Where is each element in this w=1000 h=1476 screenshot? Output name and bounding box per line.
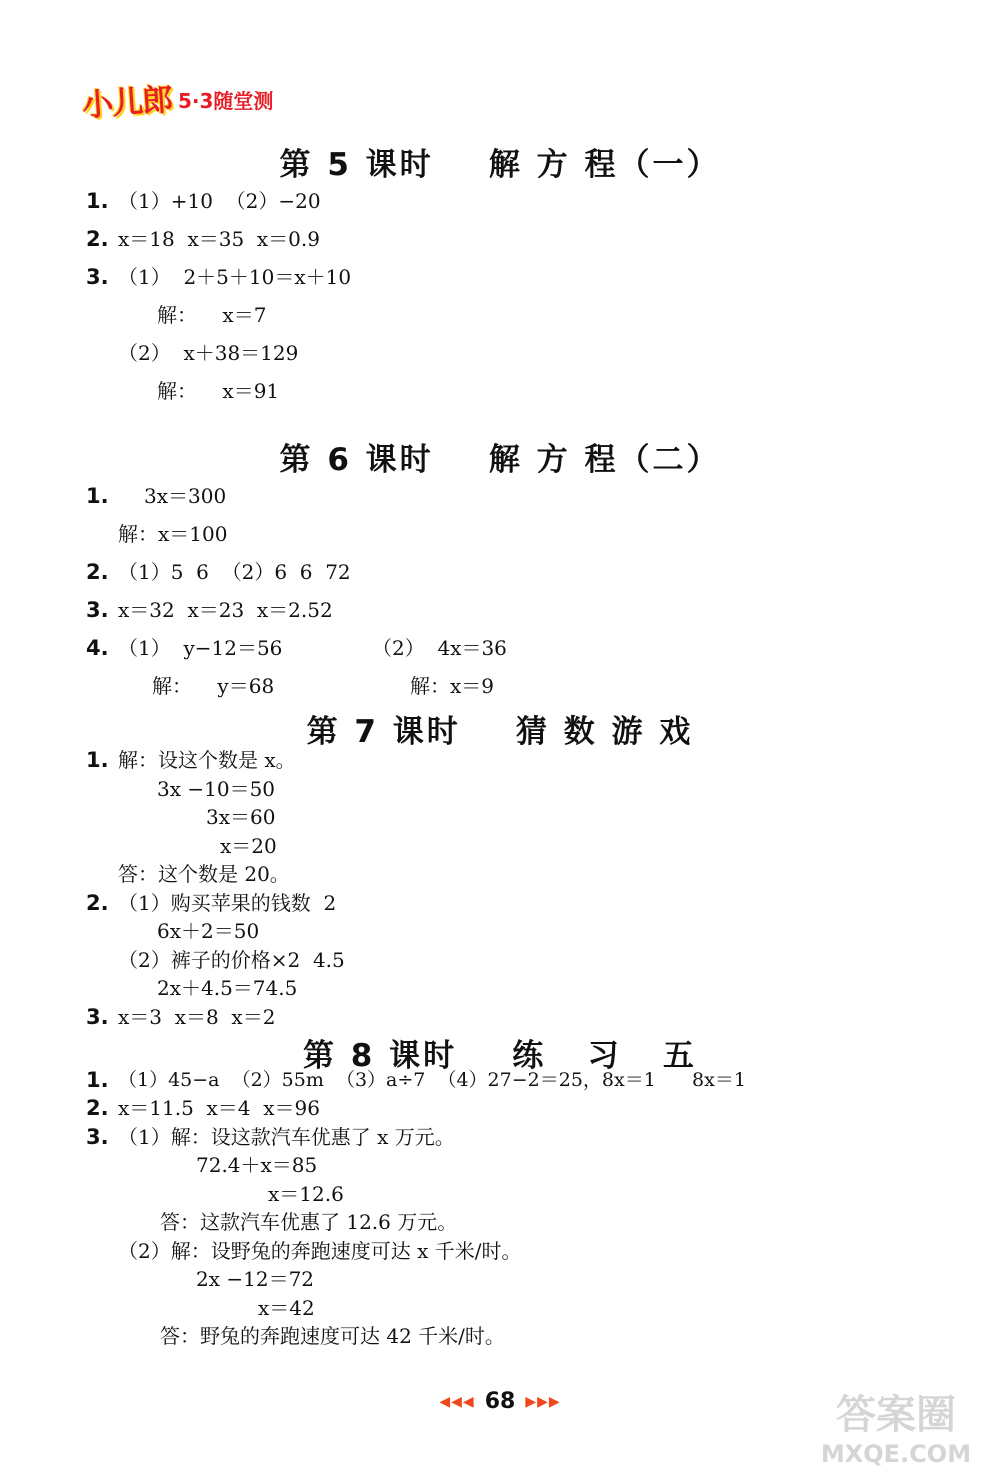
question-number: 1. bbox=[86, 1068, 109, 1092]
answer-line: （2）解：设野兔的奔跑速度可达 x 千米/时。 bbox=[118, 1239, 522, 1263]
answer-line: 解：x＝9 bbox=[410, 674, 495, 698]
answer-line: x＝20 bbox=[220, 834, 277, 858]
answer-line: 解：x＝100 bbox=[118, 522, 228, 546]
answer-line: 72.4＋x＝85 bbox=[196, 1153, 318, 1177]
question-number: 3. bbox=[86, 265, 109, 289]
answer-line: 3x＝60 bbox=[206, 805, 276, 829]
question-number: 2. bbox=[86, 1096, 109, 1120]
answer-line: x＝12.6 bbox=[268, 1182, 344, 1206]
answer-line: （1）45−a （2）55m （3）a÷7 （4）27−2＝25，8x＝1 8x＝1 bbox=[118, 1069, 746, 1091]
question-number: 4. bbox=[86, 636, 109, 660]
left-arrows-icon: ◀◀◀ bbox=[439, 1393, 475, 1410]
answer-line: （1）购买苹果的钱数 2 bbox=[118, 891, 337, 915]
question-number: 3. bbox=[86, 598, 109, 622]
answer-line: （1） 2＋5＋10＝x＋10 bbox=[118, 265, 352, 289]
watermark-logo bbox=[806, 1384, 986, 1470]
answer-line: 2x＋4.5＝74.5 bbox=[157, 976, 298, 1000]
watermark-text: 答案圈 bbox=[836, 1392, 956, 1438]
section-title-8: 第 8 课时 练 习 五 bbox=[302, 1038, 698, 1074]
section-title-6: 第 6 课时 解 方 程（二） bbox=[279, 442, 721, 478]
right-arrows-icon: ▶▶▶ bbox=[525, 1393, 561, 1410]
answer-line: （2） x＋38＝129 bbox=[118, 341, 299, 365]
answer-line: （2） 4x＝36 bbox=[372, 636, 507, 660]
brand-header bbox=[81, 81, 274, 124]
answer-line: x＝3 x＝8 x＝2 bbox=[118, 1005, 276, 1029]
answer-line: 答：这款汽车优惠了 12.6 万元。 bbox=[160, 1210, 458, 1234]
section-title-5: 第 5 课时 解 方 程（一） bbox=[279, 147, 721, 183]
answer-line: x＝18 x＝35 x＝0.9 bbox=[118, 227, 320, 251]
answer-line: 解： x＝91 bbox=[157, 379, 280, 403]
answer-line: 答：野兔的奔跑速度可达 42 千米/时。 bbox=[160, 1324, 505, 1348]
answer-line: 3x＝300 bbox=[144, 484, 227, 508]
answer-line: （2）裤子的价格×2 4.5 bbox=[118, 948, 345, 972]
brand-logo: 小儿郎 bbox=[81, 81, 174, 124]
question-number: 1. bbox=[86, 748, 109, 772]
answer-line: （1）5 6 （2）6 6 72 bbox=[118, 560, 351, 584]
watermark-url: MXQE.COM bbox=[820, 1440, 972, 1468]
section-title-7: 第 7 课时 猜 数 游 戏 bbox=[306, 714, 694, 750]
question-number: 1. bbox=[86, 189, 109, 213]
answer-line: 解： y＝68 bbox=[152, 674, 275, 698]
answer-line: 解：设这个数是 x。 bbox=[118, 748, 296, 772]
answer-line: 答：这个数是 20。 bbox=[118, 862, 290, 886]
question-number: 3. bbox=[86, 1005, 109, 1029]
answer-line: 6x＋2＝50 bbox=[157, 919, 260, 943]
answer-line: （1）解：设这款汽车优惠了 x 万元。 bbox=[118, 1125, 455, 1149]
answer-line: 解： x＝7 bbox=[157, 303, 267, 327]
answer-line: 2x −12＝72 bbox=[196, 1267, 315, 1291]
answer-line: x＝32 x＝23 x＝2.52 bbox=[118, 598, 333, 622]
answer-line: 3x −10＝50 bbox=[157, 777, 276, 801]
question-number: 2. bbox=[86, 891, 109, 915]
question-number: 3. bbox=[86, 1125, 109, 1149]
page-number: 68 bbox=[484, 1389, 516, 1414]
answer-line: x＝11.5 x＝4 x＝96 bbox=[118, 1096, 320, 1120]
answer-line: （1） y−12＝56 bbox=[118, 636, 283, 660]
answer-line: （1）+10 （2）−20 bbox=[118, 189, 321, 213]
question-number: 2. bbox=[86, 560, 109, 584]
question-number: 2. bbox=[86, 227, 109, 251]
answer-line: x＝42 bbox=[258, 1296, 315, 1320]
question-number: 1. bbox=[86, 484, 109, 508]
brand-subtitle: 5·3随堂测 bbox=[178, 88, 274, 113]
